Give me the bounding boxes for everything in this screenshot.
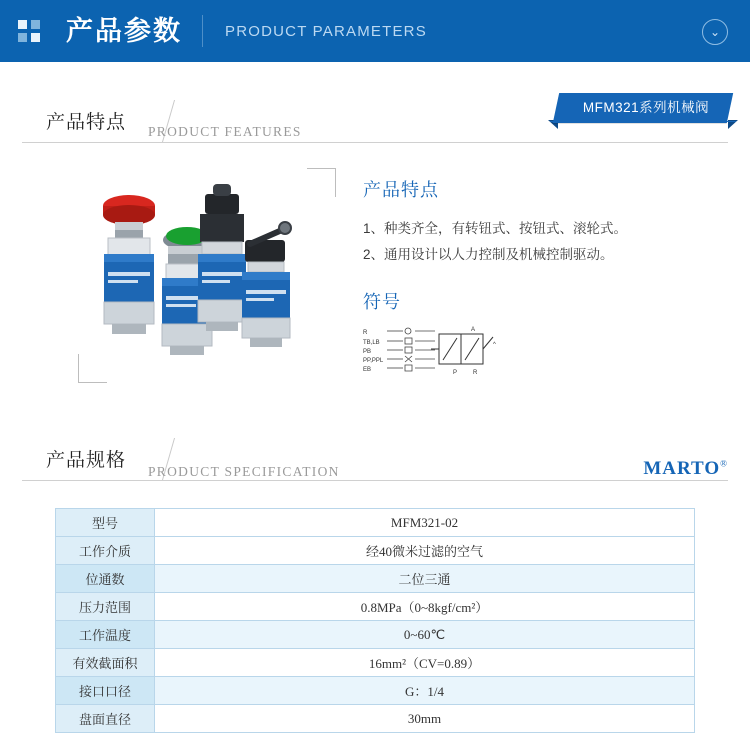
features-underline	[22, 142, 728, 143]
specification-table	[55, 508, 695, 733]
symbol-label-pb: PB	[363, 349, 372, 355]
symbol-diagram	[363, 324, 563, 386]
page-header	[0, 0, 750, 62]
spec-value: 0.8MPa（0~8kgf/cm²）	[155, 593, 695, 621]
symbol-heading: 符号	[363, 292, 401, 312]
spec-underline	[22, 480, 728, 481]
header-title-cn: 产品参数	[66, 16, 182, 46]
symbol-port-r: R	[473, 370, 478, 376]
mechanical-valves-illustration	[82, 168, 332, 383]
table-row	[56, 705, 695, 733]
product-photo	[82, 168, 332, 383]
symbol-port-a: A	[471, 327, 476, 333]
features-tab	[22, 100, 162, 142]
spec-value: 二位三通	[155, 565, 695, 593]
symbol-port-caret: ^	[493, 342, 496, 348]
table-row	[56, 649, 695, 677]
header-title-en: PRODUCT PARAMETERS	[225, 22, 427, 40]
spec-key: 工作介质	[56, 537, 155, 565]
brand-name: MARTO	[643, 458, 721, 479]
features-tab-label-cn: 产品特点	[46, 112, 127, 133]
spec-value: 经40微米过滤的空气	[155, 537, 695, 565]
table-row	[56, 621, 695, 649]
spec-value: 30mm	[155, 705, 695, 733]
logo-squares-icon	[0, 0, 62, 62]
table-row	[56, 593, 695, 621]
frame-corner-top-right	[307, 168, 336, 197]
table-row	[56, 677, 695, 705]
spec-key: 压力范围	[56, 593, 155, 621]
features-text-block	[363, 176, 723, 386]
symbol-label-eb: EB	[363, 367, 372, 373]
spec-key: 型号	[56, 509, 155, 537]
spec-key: 位通数	[56, 565, 155, 593]
symbol-label-tblb: TB,LB	[363, 340, 380, 346]
spec-value: 0~60℃	[155, 621, 695, 649]
features-tab-label-en: PRODUCT FEATURES	[148, 124, 302, 139]
table-row	[56, 509, 695, 537]
series-ribbon	[548, 93, 738, 133]
spec-value: 16mm²（CV=0.89）	[155, 649, 695, 677]
brand-logo	[643, 458, 728, 480]
spec-key: 工作温度	[56, 621, 155, 649]
spec-value: MFM321-02	[155, 509, 695, 537]
feature-item-2: 2、通用设计以人力控制及机械控制驱动。	[363, 247, 614, 262]
ribbon-label: MFM321系列机械阀	[582, 100, 710, 115]
spec-tab-label-en: PRODUCT SPECIFICATION	[148, 464, 340, 479]
spec-key: 盘面直径	[56, 705, 155, 733]
ribbon-edge	[550, 121, 736, 122]
feature-item-1: 1、种类齐全，有转钮式、按钮式、滚轮式。	[363, 221, 628, 236]
symbol-port-p: P	[453, 370, 458, 376]
table-row	[56, 565, 695, 593]
table-row	[56, 537, 695, 565]
symbol-label-r: R	[363, 330, 368, 336]
features-heading: 产品特点	[363, 180, 439, 200]
spec-key: 接口口径	[56, 677, 155, 705]
spec-value: G：1/4	[155, 677, 695, 705]
spec-tab-label-cn: 产品规格	[46, 450, 127, 471]
brand-registered-mark: ®	[720, 458, 728, 469]
chevron-down-icon[interactable]: ⌄	[702, 19, 728, 45]
spec-tab	[22, 438, 162, 480]
frame-corner-bottom-left	[78, 354, 107, 383]
symbol-label-pppl: PP,PPL	[363, 358, 384, 364]
spec-key: 有效截面积	[56, 649, 155, 677]
